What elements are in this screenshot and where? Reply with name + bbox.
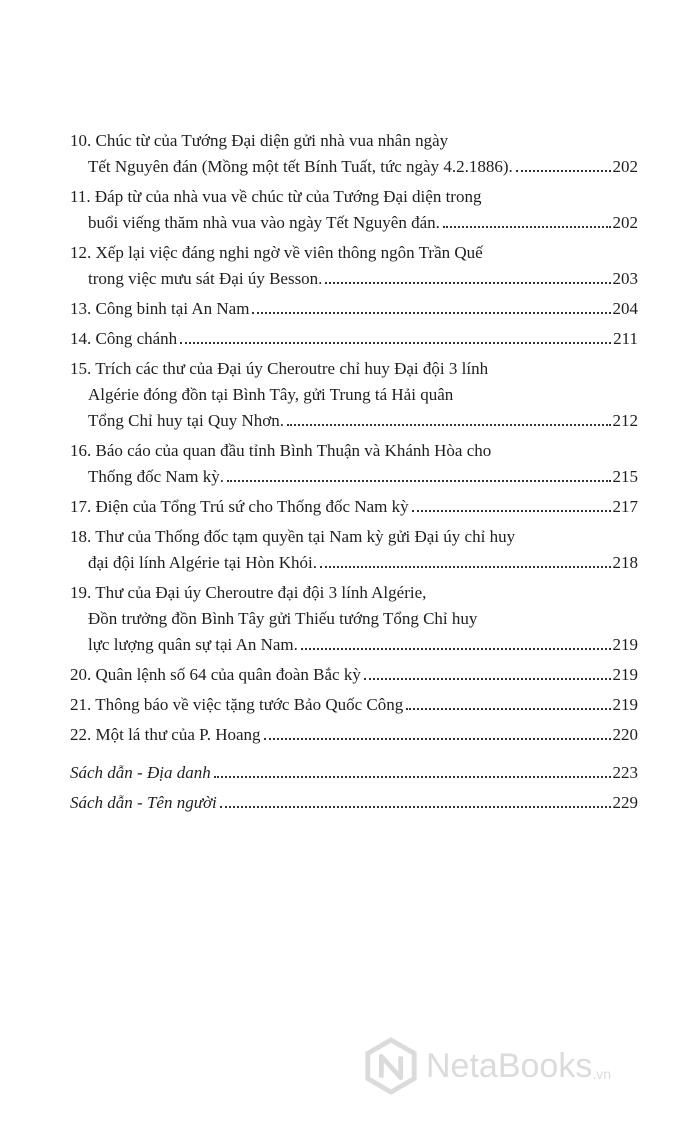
watermark-suffix: .vn (592, 1066, 612, 1082)
table-of-contents (70, 128, 638, 820)
toc-entry (70, 722, 638, 748)
toc-entry-text: 12. Xếp lại việc đáng nghi ngờ về viên thông ngôn Trần Quế (70, 243, 483, 262)
toc-entry-text: 20. Quân lệnh số 64 của quân đoàn Bắc kỳ (70, 665, 361, 684)
toc-entry-text: Thống đốc Nam kỳ. (88, 467, 224, 486)
netabooks-logo-icon (362, 1037, 420, 1095)
toc-entry-text: 19. Thư của Đại úy Cheroutre đại đội 3 lính Algérie, (70, 583, 427, 602)
toc-entry-text: Tổng Chỉ huy tại Quy Nhơn. (88, 411, 284, 430)
toc-page-number: 212 (612, 411, 638, 430)
toc-entry-text: 14. Công chánh (70, 329, 178, 348)
toc-entry-text: lực lượng quân sự tại An Nam. (88, 635, 298, 654)
dot-leader (320, 566, 611, 568)
toc-entry (70, 296, 638, 322)
toc-entry-text: đại đội lính Algérie tại Hòn Khói. (88, 553, 317, 572)
dot-leader (227, 480, 611, 482)
dot-leader (325, 282, 610, 284)
toc-entry (70, 240, 638, 292)
toc-entry (70, 438, 638, 490)
toc-entry-text: 15. Trích các thư của Đại úy Cheroutre chỉ huy Đại đội 3 lính (70, 359, 489, 378)
dot-leader (252, 312, 610, 314)
toc-entry-text: 21. Thông báo về việc tặng tước Bảo Quốc Công (70, 695, 404, 714)
toc-page-number: 203 (612, 269, 638, 288)
toc-entry-text: Tết Nguyên đán (Mồng một tết Bính Tuất, tức ngày 4.2.1886). (88, 157, 513, 176)
toc-entry-text: trong việc mưu sát Đại úy Besson. (88, 269, 323, 288)
dot-leader (443, 226, 611, 228)
toc-entry (70, 692, 638, 718)
toc-page-number: 219 (612, 695, 638, 714)
toc-entry-text: Algérie đóng đồn tại Bình Tây, gửi Trung tá Hải quân (88, 385, 454, 404)
toc-entry (70, 184, 638, 236)
dot-leader (264, 738, 611, 740)
toc-page-number: 219 (612, 635, 638, 654)
toc-page-number: 202 (612, 157, 638, 176)
toc-page-number: 219 (612, 665, 638, 684)
dot-leader (220, 806, 611, 808)
toc-entry-text: 22. Một lá thư của P. Hoang (70, 725, 261, 744)
toc-page-number: 229 (612, 793, 638, 812)
toc-entry-text: buổi viếng thăm nhà vua vào ngày Tết Nguyên đán. (88, 213, 440, 232)
dot-leader (287, 424, 611, 426)
toc-page-number: 223 (612, 763, 638, 782)
dot-leader (406, 708, 610, 710)
dot-leader (301, 648, 611, 650)
toc-entry-text: 11. Đáp từ của nhà vua về chúc từ của Tướng Đại diện trong (70, 187, 482, 206)
dot-leader (180, 342, 611, 344)
watermark-brand: NetaBooks (426, 1046, 593, 1085)
toc-entry (70, 760, 638, 786)
netabooks-watermark (362, 1036, 662, 1096)
dot-leader (412, 510, 611, 512)
toc-entry (70, 790, 638, 816)
toc-page-number: 211 (613, 329, 638, 348)
toc-page-number: 204 (612, 299, 638, 318)
toc-entry-text: Đồn trưởng đồn Bình Tây gửi Thiếu tướng Tổng Chỉ huy (88, 609, 478, 628)
dot-leader (364, 678, 611, 680)
toc-entry-text: 13. Công binh tại An Nam (70, 299, 250, 318)
toc-entry-text: 18. Thư của Thống đốc tạm quyền tại Nam kỳ gửi Đại úy chỉ huy (70, 527, 516, 546)
toc-entry-text: 16. Báo cáo của quan đầu tỉnh Bình Thuận và Khánh Hòa cho (70, 441, 492, 460)
toc-entry (70, 356, 638, 434)
toc-entry (70, 662, 638, 688)
toc-page-number: 217 (612, 497, 638, 516)
toc-page-number: 220 (612, 725, 638, 744)
toc-entry (70, 128, 638, 180)
toc-entry (70, 524, 638, 576)
toc-entry (70, 326, 638, 352)
toc-entry (70, 580, 638, 658)
toc-entry-text: 10. Chúc từ của Tướng Đại diện gửi nhà vua nhân ngày (70, 131, 449, 150)
toc-entry (70, 494, 638, 520)
dot-leader (214, 776, 611, 778)
toc-entry-text: Sách dẫn - Địa danh (70, 763, 211, 782)
toc-page-number: 215 (612, 467, 638, 486)
toc-page-number: 218 (612, 553, 638, 572)
toc-page-number: 202 (612, 213, 638, 232)
toc-entry-text: Sách dẫn - Tên người (70, 793, 217, 812)
toc-entry-text: 17. Điện của Tổng Trú sứ cho Thống đốc Nam kỳ (70, 497, 409, 516)
dot-leader (516, 170, 611, 172)
